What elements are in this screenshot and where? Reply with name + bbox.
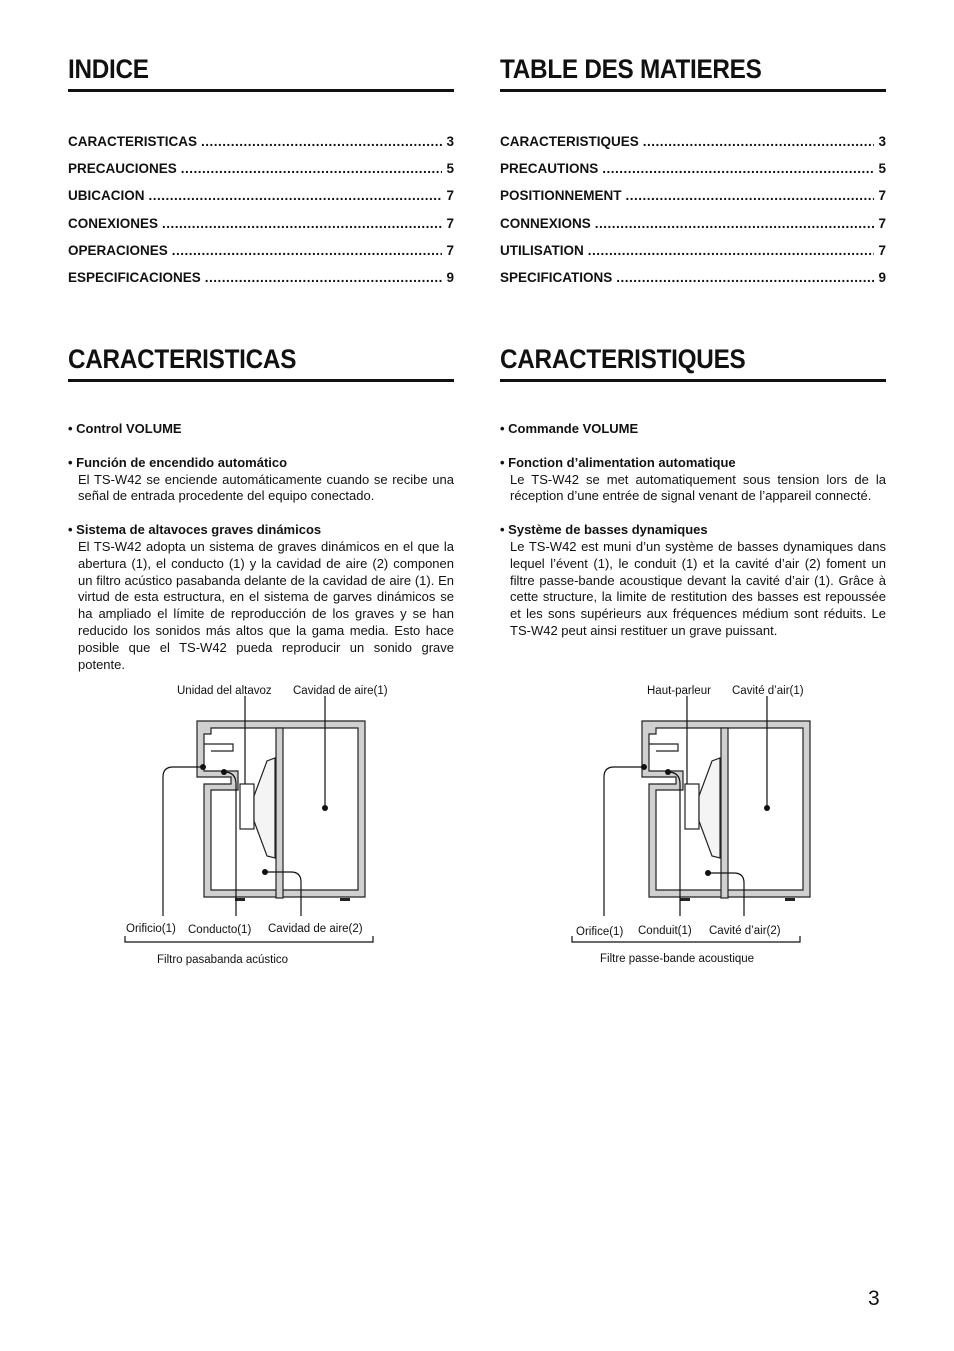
toc-leader bbox=[626, 188, 875, 203]
features-title-fr-text: CARACTERISTIQUES bbox=[500, 344, 746, 374]
label-bandpass-filter: Filtre passe-bande acoustique bbox=[600, 953, 755, 965]
feature-heading: • Función de encendido automático bbox=[68, 454, 288, 470]
toc-leader bbox=[616, 270, 874, 285]
toc-entry-label: PRECAUCIONES bbox=[68, 161, 177, 177]
toc-entry[interactable] bbox=[68, 243, 454, 270]
toc-entry[interactable] bbox=[68, 188, 454, 215]
feature-item bbox=[500, 522, 886, 640]
toc-entry-label: CONNEXIONS bbox=[500, 215, 591, 231]
toc-title-fr-text: TABLE DES MATIERES bbox=[500, 54, 762, 84]
toc-entry[interactable] bbox=[68, 270, 454, 297]
label-air-cavity-2: Cavidad de aire(2) bbox=[268, 923, 363, 935]
label-air-cavity-1: Cavité d’air(1) bbox=[732, 685, 804, 697]
toc-leader bbox=[172, 243, 443, 258]
toc-entry-page: 5 bbox=[446, 161, 454, 177]
label-speaker-unit: Haut-parleur bbox=[647, 685, 711, 697]
toc-entry[interactable] bbox=[68, 134, 454, 161]
toc-entry[interactable] bbox=[500, 270, 886, 297]
feature-body: El TS-W42 adopta un sistema de graves dinámicos en el que la abertura (1), el conducto (1) y la cavidad de aire (2) componen un filtro acústico pasabanda delante de la cavidad de aire (1). En virtud de esta estructura, en el sistema de garves dinámicos se ha ampliado el límite de reproducción de los graves y se han reducido los sonidos más altos que la gama media. Esto hace posible que el TS-W42 pueda reproducir un sonido grave potente. bbox=[78, 538, 454, 672]
toc-entry-label: PRECAUTIONS bbox=[500, 161, 599, 177]
toc-entry-label: CONEXIONES bbox=[68, 215, 159, 231]
feature-body: Le TS-W42 est muni d’un système de basses dynamiques dans lequel l’évent (1), le conduit (1) et la cavité d’air (2) foment un filtre passe-bande acoustique devant la cavité d’air (1). Grâce à cette structure, la limite de restitution des basses est repoussée et les sons supérieurs aux fréquences médium sont réduits. Le TS-W42 peut ainsi restituer un grave puissant. bbox=[510, 538, 886, 638]
toc-entry-page: 5 bbox=[878, 161, 886, 177]
toc-entry[interactable] bbox=[500, 134, 886, 161]
bandpass-diagram-es bbox=[115, 676, 395, 976]
toc-list-es bbox=[68, 134, 454, 297]
toc-title-fr bbox=[500, 50, 886, 92]
label-duct: Conduit(1) bbox=[638, 925, 692, 937]
bandpass-diagram-fr bbox=[560, 676, 840, 976]
toc-leader bbox=[588, 243, 875, 258]
toc-entry-page: 7 bbox=[878, 242, 886, 258]
toc-entry-label: POSITIONNEMENT bbox=[500, 188, 622, 204]
toc-entry[interactable] bbox=[500, 216, 886, 243]
features-es bbox=[68, 421, 454, 690]
toc-entry-page: 9 bbox=[446, 269, 454, 285]
toc-entry-label: UTILISATION bbox=[500, 242, 584, 258]
feature-item bbox=[68, 421, 454, 438]
toc-entry-label: UBICACION bbox=[68, 188, 145, 204]
toc-entry[interactable] bbox=[68, 216, 454, 243]
feature-item bbox=[68, 522, 454, 673]
toc-entry-page: 7 bbox=[878, 215, 886, 231]
toc-entry-label: ESPECIFICACIONES bbox=[68, 269, 201, 285]
feature-item bbox=[500, 421, 886, 438]
label-duct: Conducto(1) bbox=[188, 924, 252, 936]
toc-entry[interactable] bbox=[68, 161, 454, 188]
toc-entry[interactable] bbox=[500, 243, 886, 270]
toc-leader bbox=[201, 134, 442, 149]
feature-heading: • Control VOLUME bbox=[68, 421, 182, 436]
page-number: 3 bbox=[868, 1287, 880, 1310]
toc-leader bbox=[602, 161, 874, 176]
toc-list-fr bbox=[500, 134, 886, 297]
toc-title-es-text: INDICE bbox=[68, 54, 149, 84]
features-title-es-text: CARACTERISTICAS bbox=[68, 344, 297, 374]
features-fr bbox=[500, 421, 886, 657]
enclosure bbox=[642, 721, 810, 901]
toc-entry-page: 9 bbox=[878, 269, 886, 285]
toc-entry[interactable] bbox=[500, 161, 886, 188]
toc-entry-page: 7 bbox=[446, 215, 454, 231]
label-orifice: Orificio(1) bbox=[126, 923, 176, 935]
feature-body: El TS-W42 se enciende automáticamente cuando se recibe una señal de entrada procedente del equipo conectado. bbox=[78, 471, 454, 504]
feature-heading: • Sistema de altavoces graves dinámicos bbox=[68, 522, 322, 538]
toc-leader bbox=[643, 134, 875, 149]
toc-entry-page: 7 bbox=[446, 188, 454, 204]
toc-entry-page: 3 bbox=[446, 134, 454, 149]
toc-leader bbox=[595, 216, 875, 231]
feature-body: Le TS-W42 se met automatiquement sous tension lors de la réception d’une entrée de signal venant de l’appareil connecté. bbox=[510, 471, 886, 504]
toc-entry-page: 7 bbox=[878, 188, 886, 204]
label-air-cavity-1: Cavidad de aire(1) bbox=[293, 685, 388, 697]
toc-entry-page: 3 bbox=[878, 134, 886, 149]
toc-entry-label: SPECIFICATIONS bbox=[500, 269, 613, 285]
toc-leader bbox=[162, 216, 442, 231]
toc-leader bbox=[149, 188, 443, 203]
feature-item bbox=[500, 455, 886, 505]
toc-entry[interactable] bbox=[500, 188, 886, 215]
toc-entry-label: CARACTERISTICAS bbox=[68, 134, 198, 149]
label-orifice: Orifice(1) bbox=[576, 926, 624, 938]
toc-leader bbox=[205, 270, 443, 285]
label-speaker-unit: Unidad del altavoz bbox=[177, 685, 272, 697]
features-title-es bbox=[68, 340, 454, 382]
features-title-fr bbox=[500, 340, 886, 382]
enclosure bbox=[197, 721, 365, 901]
feature-item bbox=[68, 455, 454, 505]
label-air-cavity-2: Cavité d’air(2) bbox=[709, 925, 781, 937]
toc-leader bbox=[181, 161, 443, 176]
label-bandpass-filter: Filtro pasabanda acústico bbox=[157, 954, 289, 966]
feature-heading: • Système de basses dynamiques bbox=[500, 522, 708, 538]
toc-entry-label: OPERACIONES bbox=[68, 242, 168, 258]
toc-entry-page: 7 bbox=[446, 242, 454, 258]
feature-heading: • Fonction d’alimentation automatique bbox=[500, 454, 736, 470]
feature-heading: • Commande VOLUME bbox=[500, 421, 639, 436]
toc-title-es bbox=[68, 50, 454, 92]
toc-entry-label: CARACTERISTIQUES bbox=[500, 134, 639, 149]
